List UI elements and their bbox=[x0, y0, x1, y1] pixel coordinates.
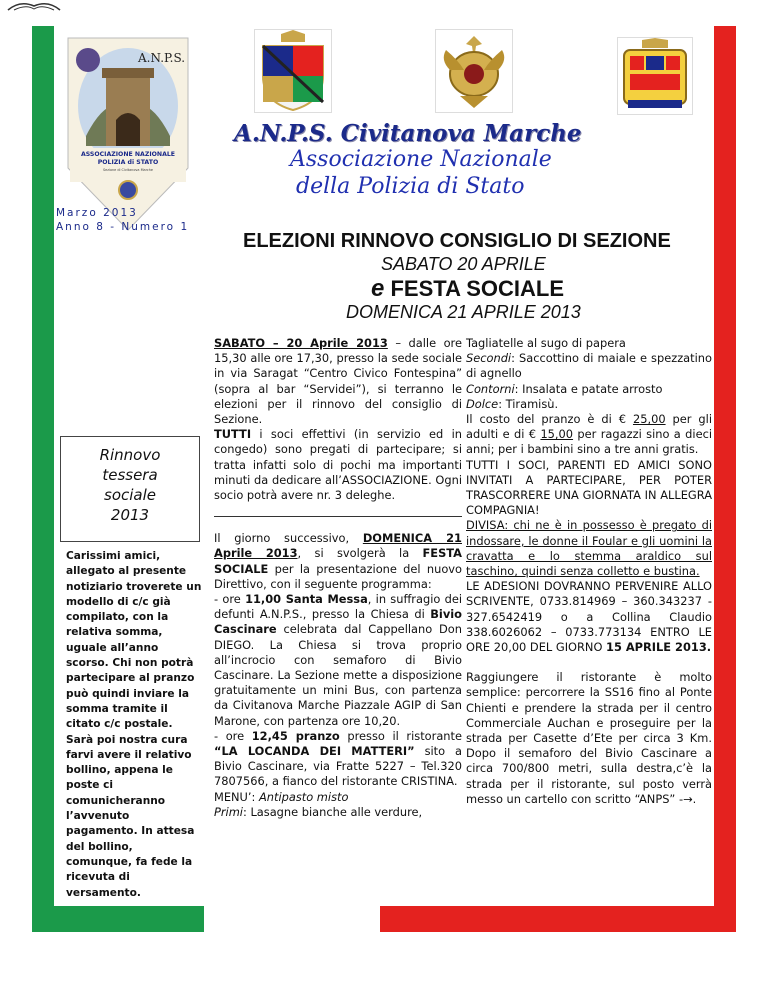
primi-line bbox=[214, 805, 462, 820]
crest-shield-icon bbox=[255, 30, 331, 112]
box-line1: Rinnovo bbox=[99, 446, 161, 464]
adesioni-date: 15 APRILE 2013. bbox=[606, 640, 712, 655]
paragraph-pranzo bbox=[214, 729, 462, 790]
secondi-line bbox=[466, 351, 712, 381]
menu-line bbox=[214, 790, 462, 805]
paragraph-sabato bbox=[214, 336, 462, 427]
tutti-label: TUTTI bbox=[214, 427, 252, 442]
costo-mid: per gli adulti e di € bbox=[466, 412, 712, 442]
issue-number: Anno 8 - Numero 1 bbox=[56, 221, 190, 233]
crest-eagle-icon bbox=[436, 30, 512, 112]
headline-sabato: SABATO 20 APRILE bbox=[381, 254, 546, 274]
divisa-paragraph: DIVISA: chi ne è in possesso è pregato di indossare, le donne il Foular e gli uomini la cravatta e lo stemma araldico sul taschino, quindi senza colletto e bustina. bbox=[466, 518, 712, 579]
sabato-text: – dalle ore 15,30 alle ore 17,30, presso la sede sociale in via Saragat “Centro Civico Fontespina” (sopra al bar “Servidei”), si terranno le elezioni per il rinnovo del consiglio di Sezione. bbox=[214, 336, 462, 427]
pennant-text-3: Sezione di Civitanova Marche bbox=[103, 168, 153, 172]
column-divider bbox=[214, 516, 462, 517]
contorni-text: : Insalata e patate arrosto bbox=[514, 381, 663, 396]
domenica-mid: , si svolgerà la bbox=[297, 546, 423, 561]
adesioni-paragraph bbox=[466, 579, 712, 655]
messa-place: Bivio Cascinare bbox=[214, 607, 462, 637]
primi-text: : Lasagne bianche alle verdure, bbox=[242, 804, 423, 819]
pranzo-prefix: - ore bbox=[214, 728, 252, 743]
costo-ragazzi: 15,00 bbox=[540, 427, 574, 442]
invito-paragraph: TUTTI I SOCI, PARENTI ED AMICI SONO INVITATI A PARTECIPARE, PER POTER TRASCORRERE UNA GIORNATA IN ALLEGRA COMPAGNIA! bbox=[466, 457, 712, 518]
issue-date: Marzo 2013 bbox=[56, 207, 138, 219]
dolce-line bbox=[466, 397, 712, 412]
menu-label: MENU’: bbox=[214, 789, 259, 804]
paragraph-messa bbox=[214, 592, 462, 729]
headline-festa bbox=[371, 275, 564, 303]
headline-elezioni: ELEZIONI RINNOVO CONSIGLIO DI SEZIONE bbox=[243, 230, 671, 252]
dolce-text: : Tiramisù. bbox=[498, 396, 559, 411]
issue-info bbox=[56, 206, 189, 234]
box-line3: sociale bbox=[104, 486, 156, 504]
costo-end: per ragazzi sino a dieci anni; per i bambini sino a tre anni gratis. bbox=[466, 427, 713, 457]
primi-label: Primi bbox=[214, 804, 243, 819]
domenica-intro: Il giorno successivo, bbox=[214, 531, 363, 546]
article-column-2 bbox=[466, 336, 712, 807]
top-ornament-icon bbox=[6, 0, 62, 12]
costo-paragraph bbox=[466, 412, 712, 458]
pennant-acronym: A.N.P.S. bbox=[138, 51, 186, 65]
festa-sociale-label: FESTA SOCIALE bbox=[214, 546, 462, 576]
arrow-icon: →. bbox=[683, 791, 697, 806]
box-line2: tessera bbox=[102, 466, 158, 484]
secondi-text: : Saccottino di maiale e spezzatino di agnello bbox=[466, 351, 712, 381]
headline-domenica: DOMENICA 21 APRILE 2013 bbox=[346, 302, 581, 322]
contorni-label: Contorni bbox=[466, 381, 515, 396]
secondi-label: Secondi bbox=[466, 351, 512, 366]
subtitle-line1: Associazione Nazionale bbox=[290, 147, 552, 172]
restaurant-name: “LA LOCANDA DEI MATTERI” bbox=[214, 744, 415, 759]
raggiungere-text: Raggiungere il ristorante è molto semplice: percorrere la SS16 fino al Ponte Chienti e prendere la strada per il centro Commerciale Auchan e proseguire per la strada per Casette d’Ete per circa 3 Km. Dopo il semaforo del Bivio Cascinare a circa 700/800 metri, sulla destra,c’è la strada per il ristorante, sul posto verrà messo un cartello con scritto “ANPS” - bbox=[466, 670, 712, 806]
costo-adulti: 25,00 bbox=[632, 412, 666, 427]
contorni-line bbox=[466, 382, 712, 397]
messa-prefix: - ore bbox=[214, 592, 246, 607]
paragraph-domenica bbox=[214, 531, 462, 592]
pennant-text-2: POLIZIA di STATO bbox=[97, 159, 159, 166]
pranzo-mid: presso il ristorante bbox=[339, 728, 463, 743]
pranzo-time: 12,45 pranzo bbox=[251, 728, 340, 743]
domenica-date: DOMENICA 21 Aprile 2013 bbox=[214, 531, 462, 561]
adesioni-text: LE ADESIONI DOVRANNO PERVENIRE ALLO SCRIVENTE, 0733.814969 – 360.343237 - 327.6542419 o a Collina Claudio 338.6026062 – 0733.773134 ENTRO LE ORE 20,00 DEL GIORNO bbox=[466, 579, 712, 655]
article-column-1 bbox=[214, 336, 462, 820]
headline-e: e bbox=[371, 275, 385, 302]
menu-continued: Tagliatelle al sugo di papera bbox=[466, 336, 626, 350]
page-title: A.N.P.S. Civitanova Marche bbox=[234, 120, 582, 147]
anps-pennant-logo bbox=[66, 36, 190, 232]
pranzo-end: sito a Bivio Cascinare, via Fratte 5227 – Tel.320 7807566, a fianco del ristorante CRISTINA. bbox=[214, 744, 462, 789]
paragraph-tutti bbox=[214, 427, 462, 503]
sidebar-note: Carissimi amici, allegato al presente notiziario troverete un modello di c/c già compilato, con la relativa somma, uguale all’anno scorso. Chi non potrà partecipare al pranzo può quindi inviare la somma tramite il citato c/c postale. Sarà poi nostra cura farvi avere il relativo bollino, appena le poste ci comunicheranno l’avvenuto pagamento. In attesa del bollino, comunque, fa fede la ricevuta di versamento. bbox=[66, 550, 202, 899]
sabato-date: SABATO – 20 Aprile 2013 bbox=[214, 336, 388, 350]
messa-time: 11,00 Santa Messa bbox=[245, 592, 368, 607]
tutti-text: i soci effettivi (in servizio ed in congedo) sono pregati di partecipare; si tratta infatti solo di pochi ma importanti minuti da dedicare all’ASSOCIAZIONE. Ogni socio potrà avere nr. 3 deleghe. bbox=[214, 427, 462, 503]
dolce-label: Dolce bbox=[466, 396, 499, 411]
crest-police-icon bbox=[618, 38, 692, 114]
costo-intro: Il costo del pranzo è di € bbox=[466, 412, 633, 427]
rinnovo-tessera-box bbox=[60, 436, 200, 542]
box-line4: 2013 bbox=[110, 506, 150, 524]
domenica-end: per la presentazione del nuovo Direttivo, con il seguente programma: bbox=[214, 561, 462, 591]
messa-mid: , in suffragio dei defunti A.N.P.S., presso la Chiesa di bbox=[214, 592, 462, 622]
subtitle-line2: della Polizia di Stato bbox=[296, 174, 525, 199]
messa-end: celebrata dal Cappellano Don DIEGO. La Chiesa si trova proprio all’incrocio con semaforo di Bivio Cascinare. La Sezione mette a disposizione gratuitamente un mini Bus, con partenza da Civitanova Marche Piazzale AGIP di San Marone, con partenza ore 10,20. bbox=[214, 622, 462, 728]
headline-festa-text: FESTA SOCIALE bbox=[390, 276, 565, 301]
raggiungere-paragraph bbox=[466, 670, 712, 807]
pennant-text-1: ASSOCIAZIONE NAZIONALE bbox=[80, 151, 176, 158]
menu-antipasto: Antipasto misto bbox=[258, 789, 349, 804]
